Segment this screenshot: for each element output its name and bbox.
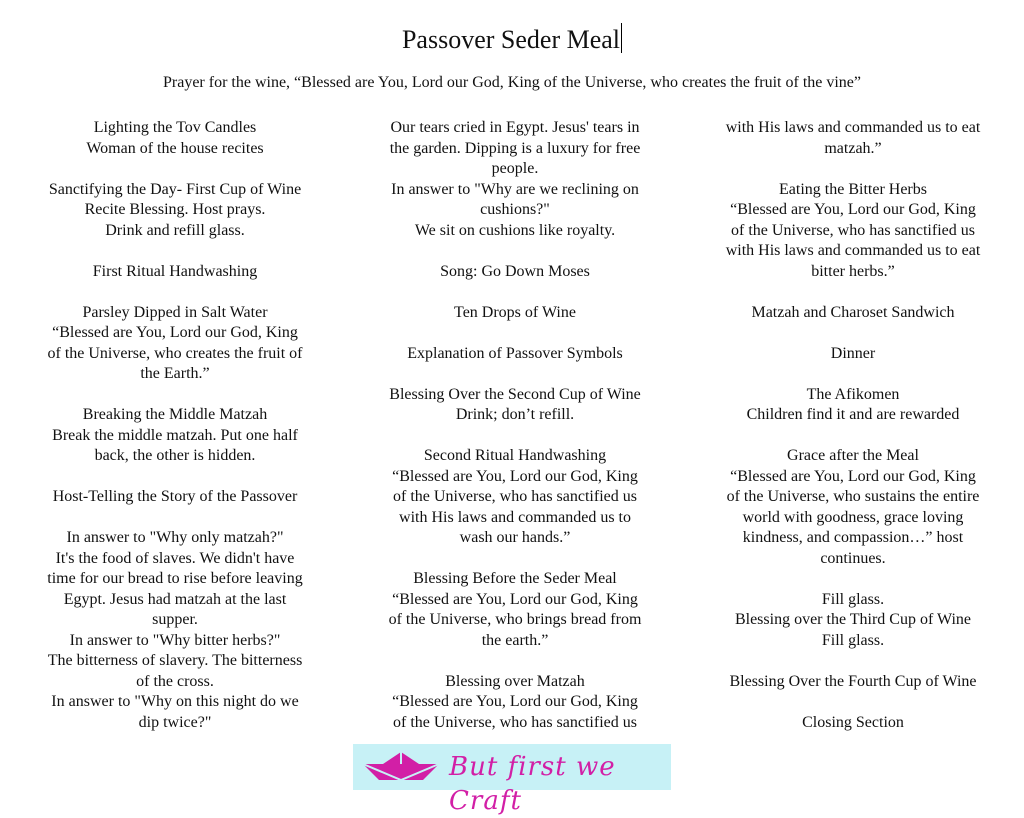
step-line: “Blessed are You, Lord our God, King: [392, 693, 638, 710]
step-line: supper.: [152, 611, 198, 628]
step-line: Dinner: [830, 344, 876, 362]
seder-step: [30, 303, 320, 385]
step-line: Breaking the Middle Matzah: [82, 406, 268, 423]
seder-step: [706, 344, 1000, 365]
step-line: continues.: [820, 549, 886, 567]
seder-step: [706, 180, 1000, 283]
step-line: Blessing Over the Second Cup of Wine: [389, 385, 641, 403]
seder-step: [706, 672, 1000, 693]
step-line: of the Universe, who has sanctified us: [393, 488, 637, 505]
step-line: Drink and refill glass.: [105, 221, 245, 239]
step-line: world with goodness, grace loving: [742, 508, 964, 526]
step-line: Grace after the Meal: [787, 447, 919, 464]
step-line: In answer to "Why only matzah?": [66, 529, 284, 546]
step-line: Fill glass.: [821, 590, 885, 608]
step-line: “Blessed are You, Lord our God, King: [730, 467, 976, 485]
seder-step: [368, 569, 662, 651]
step-line: Closing Section: [802, 713, 904, 731]
step-line: of the Universe, who has sanctified us: [393, 713, 637, 731]
step-line: of the Universe, who creates the fruit of: [47, 344, 303, 362]
seder-step: [30, 118, 320, 159]
seder-step: [368, 344, 662, 365]
step-line: The Afikomen: [806, 385, 900, 403]
step-line: people.: [491, 160, 539, 177]
seder-step: [706, 446, 1000, 569]
step-line: dip twice?": [138, 713, 212, 731]
step-line: time for our bread to rise before leaving: [47, 570, 303, 587]
step-line: the garden. Dipping is a luxury for free: [389, 139, 641, 157]
step-line: Eating the Bitter Herbs: [779, 180, 927, 198]
brand-logo: [353, 744, 671, 816]
seder-step: [706, 303, 1000, 324]
step-line: Lighting the Tov Candles: [93, 119, 257, 136]
step-line: It's the food of slaves. We didn't have: [55, 549, 295, 567]
step-line: of the cross.: [136, 672, 214, 690]
step-line: Blessing Before the Seder Meal: [413, 570, 617, 587]
step-line: Blessing over the Third Cup of Wine: [734, 611, 972, 628]
step-line: The bitterness of slavery. The bitterness: [47, 652, 303, 669]
step-line: Song: Go Down Moses: [440, 262, 590, 280]
step-line: Explanation of Passover Symbols: [407, 344, 623, 362]
step-line: Break the middle matzah. Put one half: [52, 426, 298, 444]
step-line: with His laws and commanded us to eat: [725, 119, 981, 136]
step-line: with His laws and commanded us to eat: [725, 242, 981, 259]
step-line: In answer to "Why are we reclining on: [391, 180, 639, 198]
seder-step: [368, 262, 662, 283]
step-line: with His laws and commanded us to: [399, 508, 631, 526]
seder-step: [706, 118, 1000, 159]
step-line: of the Universe, who has sanctified us: [731, 221, 975, 239]
seder-step: [368, 446, 662, 549]
paper-boat-icon: [361, 750, 441, 784]
step-line: “Blessed are You, Lord our God, King: [730, 201, 976, 218]
wine-prayer: Prayer for the wine, “Blessed are You, Lord our God, King of the Universe, who creates the fruit of the vine”: [162, 74, 862, 91]
column-2: [368, 118, 662, 754]
step-line: of the Universe, who sustains the entire: [726, 488, 980, 505]
step-line: the earth.”: [481, 631, 549, 649]
step-line: Our tears cried in Egypt. Jesus' tears in: [390, 119, 640, 136]
step-line: “Blessed are You, Lord our God, King: [52, 324, 298, 341]
column-3: [706, 118, 1000, 754]
step-line: kindness, and compassion…” host: [742, 529, 964, 546]
step-line: bitter herbs.”: [811, 262, 895, 280]
seder-step: [30, 180, 320, 242]
step-line: Blessing Over the Fourth Cup of Wine: [729, 672, 977, 690]
seder-step: [706, 713, 1000, 734]
step-line: First Ritual Handwashing: [92, 262, 258, 280]
step-line: Sanctifying the Day- First Cup of Wine: [48, 180, 302, 198]
step-line: Host-Telling the Story of the Passover: [52, 488, 298, 505]
logo-text: But first we Craft: [449, 752, 616, 816]
step-line: matzah.”: [824, 139, 882, 157]
title-text: Passover Seder Meal: [401, 25, 621, 54]
seder-step: [368, 672, 662, 734]
step-line: Second Ritual Handwashing: [423, 447, 607, 464]
step-line: Recite Blessing. Host prays.: [84, 201, 266, 218]
text-cursor: [621, 23, 622, 53]
seder-step: [706, 590, 1000, 652]
step-line: Blessing over Matzah: [445, 672, 585, 690]
seder-step: [706, 385, 1000, 426]
seder-step: [30, 528, 320, 733]
step-line: Woman of the house recites: [86, 139, 264, 157]
step-line: the Earth.”: [140, 365, 210, 382]
step-line: We sit on cushions like royalty.: [414, 221, 616, 239]
step-line: cushions?": [480, 201, 550, 218]
seder-step: [368, 118, 662, 241]
step-line: “Blessed are You, Lord our God, King: [392, 467, 638, 485]
step-line: Egypt. Jesus had matzah at the last: [63, 590, 287, 608]
seder-step: [368, 385, 662, 426]
step-line: Children find it and are rewarded: [746, 406, 960, 423]
column-1: [30, 118, 320, 754]
document-title: [0, 22, 1024, 58]
step-line: In answer to "Why on this night do we: [51, 693, 299, 710]
seder-step: [30, 405, 320, 467]
seder-step: [368, 303, 662, 324]
seder-step: [30, 487, 320, 508]
step-line: Ten Drops of Wine: [454, 303, 576, 321]
step-line: of the Universe, who brings bread from: [388, 611, 642, 628]
step-line: Parsley Dipped in Salt Water: [82, 303, 268, 321]
step-line: Matzah and Charoset Sandwich: [751, 303, 955, 321]
step-line: Drink; don’t refill.: [455, 406, 575, 423]
seder-step: [30, 262, 320, 283]
step-line: In answer to "Why bitter herbs?": [69, 631, 281, 649]
step-line: wash our hands.”: [459, 529, 571, 546]
step-line: Fill glass.: [821, 631, 885, 649]
step-line: back, the other is hidden.: [94, 447, 256, 464]
step-line: “Blessed are You, Lord our God, King: [392, 590, 638, 608]
